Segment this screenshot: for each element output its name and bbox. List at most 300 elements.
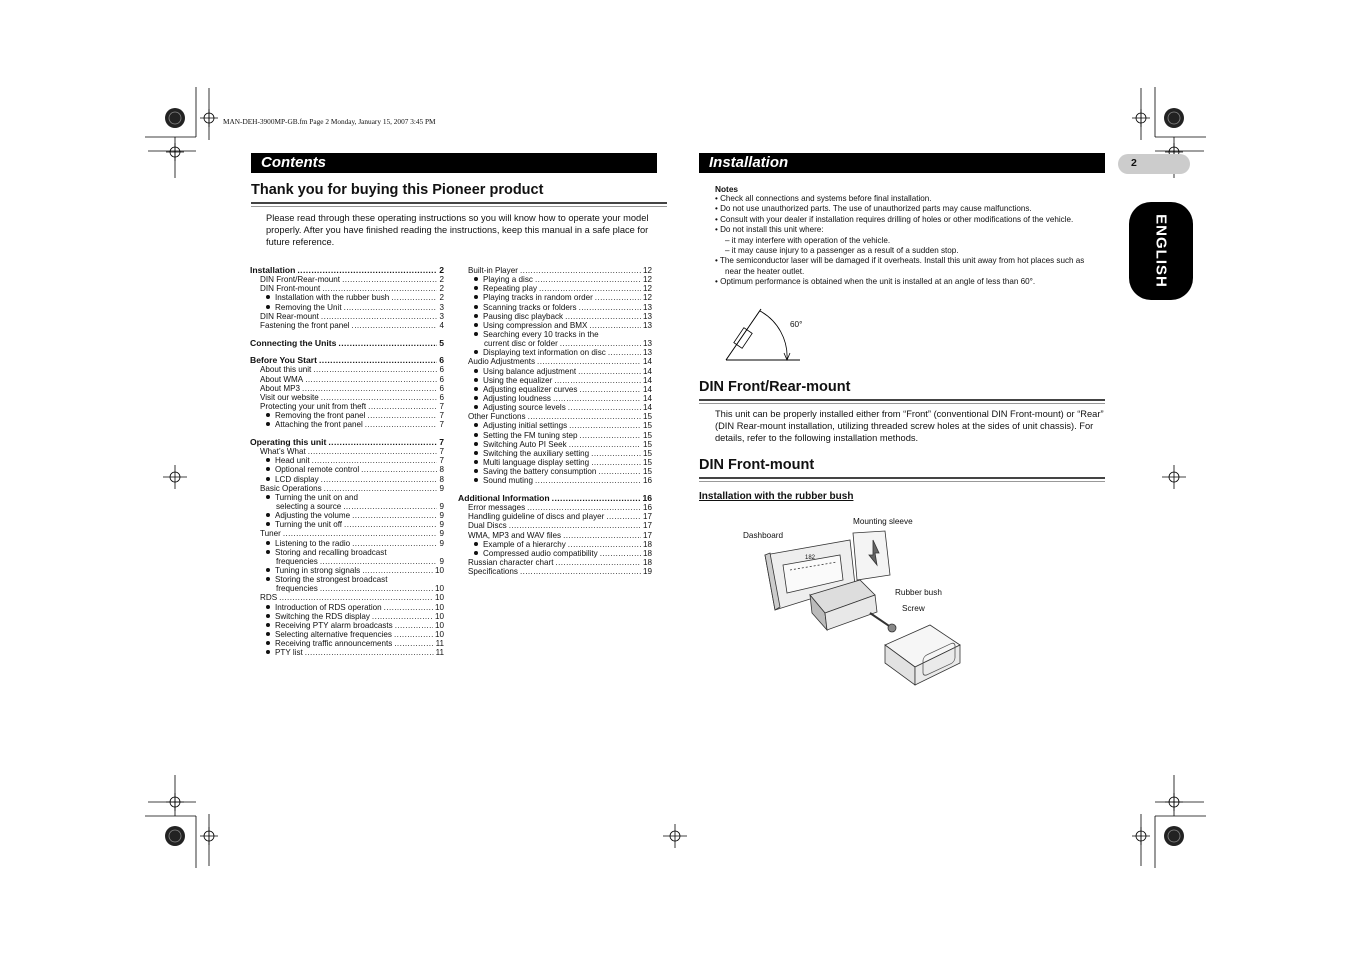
toc-entry-page: 12	[642, 284, 652, 294]
toc-column-2	[458, 266, 652, 576]
toc-entry-label: Setting the FM tuning step	[483, 430, 578, 440]
toc-entry	[458, 549, 652, 558]
toc-entry	[250, 375, 444, 384]
leader-dots	[535, 275, 641, 284]
toc-entry-page: 14	[642, 375, 652, 385]
leader-dots	[391, 293, 437, 302]
toc-entry	[250, 321, 444, 330]
toc-entry	[458, 503, 652, 512]
toc-entry	[458, 512, 652, 521]
toc-entry-label: Visit our website	[260, 392, 319, 402]
toc-entry-page: 6	[439, 374, 444, 384]
toc-entry-label: Scanning tracks or folders	[483, 302, 577, 312]
toc-entry	[458, 284, 652, 293]
toc-entry-label: selecting a source	[276, 502, 342, 511]
bullet-icon	[474, 551, 478, 555]
toc-entry-label: Connecting the Units	[250, 337, 337, 348]
bullet-icon	[474, 451, 478, 455]
note-item: • Do not use unauthorized parts. The use of unauthorized parts may cause malfunctions.	[715, 204, 1032, 214]
toc-entry-label: Error messages	[468, 503, 526, 513]
toc-entry-label: Adjusting the volume	[275, 511, 351, 521]
leader-dots	[568, 540, 641, 549]
toc-entry-label: Receiving PTY alarm broadcasts	[275, 620, 393, 630]
toc-entry-label: Using compression and BMX	[483, 320, 588, 330]
toc-entry-page: 7	[439, 411, 444, 421]
leader-dots	[305, 648, 434, 657]
leader-dots	[579, 431, 641, 440]
toc-entry-page: 7	[439, 456, 444, 466]
toc-entry-label: Before You Start	[250, 355, 318, 366]
bullet-icon	[474, 369, 478, 373]
toc-entry	[250, 339, 444, 348]
bullet-icon	[474, 314, 478, 318]
toc-entry-page: 11	[435, 639, 444, 649]
toc-entry-label: Compressed audio compatibility	[483, 548, 598, 558]
toc-entry-page: 16	[642, 503, 652, 513]
bullet-icon	[266, 413, 270, 417]
toc-entry	[250, 584, 444, 593]
toc-entry-label: Introduction of RDS operation	[275, 602, 382, 612]
toc-entry-label: Specifications	[468, 567, 518, 577]
toc-entry	[458, 458, 652, 467]
bullet-icon	[474, 460, 478, 464]
toc-entry	[250, 621, 444, 630]
bullet-icon	[474, 433, 478, 437]
toc-entry	[458, 266, 652, 275]
toc-entry-label: Example of a hierarchy	[483, 539, 566, 549]
bullet-icon	[266, 422, 270, 426]
bullet-icon	[474, 305, 478, 309]
toc-entry-page: 9	[439, 502, 444, 511]
toc-entry-page: 2	[439, 264, 444, 275]
bullet-icon	[266, 641, 270, 645]
toc-entry-label: Built-in Player	[468, 265, 518, 275]
toc-entry	[458, 558, 652, 567]
toc-entry-label: RDS	[260, 593, 278, 603]
toc-entry-label: Storing and recalling broadcast	[275, 547, 387, 557]
toc-entry-label: Pausing disc playback	[483, 311, 564, 321]
toc-entry-page: 7	[439, 447, 444, 457]
toc-entry	[250, 356, 444, 365]
bullet-icon	[266, 495, 270, 499]
page-number: 2	[1131, 157, 1137, 169]
bullet-icon	[266, 568, 270, 572]
toc-entry-page: 15	[642, 457, 652, 467]
toc-entry-page: 18	[642, 548, 652, 558]
toc-entry	[458, 440, 652, 449]
leader-dots	[352, 321, 438, 330]
toc-entry-label: Adjusting loudness	[483, 393, 551, 403]
toc-entry-label: Switching the RDS display	[275, 611, 370, 621]
leader-dots	[539, 284, 641, 293]
toc-entry-page: 4	[439, 320, 444, 330]
bullet-icon	[266, 541, 270, 545]
leader-dots	[394, 630, 433, 639]
toc-entry	[250, 475, 444, 484]
toc-entry-label: Adjusting equalizer curves	[483, 384, 578, 394]
heading-subrule	[251, 206, 667, 207]
toc-entry-page: 14	[642, 393, 652, 403]
angle-label: 60°	[790, 320, 803, 329]
toc-entry	[250, 384, 444, 393]
leader-dots	[342, 275, 437, 284]
toc-entry-page: 6	[439, 355, 444, 366]
bullet-icon	[266, 305, 270, 309]
leader-dots	[569, 440, 641, 449]
leader-dots	[321, 393, 438, 402]
toc-entry-label: Listening to the radio	[275, 538, 351, 548]
toc-entry	[250, 529, 444, 538]
toc-entry	[250, 648, 444, 657]
leader-dots	[322, 284, 437, 293]
toc-entry-label: Saving the battery consumption	[483, 467, 597, 477]
leader-dots	[509, 521, 641, 530]
toc-entry	[458, 367, 652, 376]
toc-entry	[250, 465, 444, 474]
leader-dots	[553, 394, 641, 403]
toc-entry-label: Using the equalizer	[483, 375, 553, 385]
toc-entry-page: 14	[642, 357, 652, 367]
toc-entry-label: WMA, MP3 and WAV files	[468, 530, 562, 540]
bullet-icon	[266, 650, 270, 654]
leader-dots	[367, 411, 437, 420]
toc-entry	[458, 303, 652, 312]
toc-entry	[250, 575, 444, 584]
intro-paragraph: Please read through these operating instructions so you will know how to operate your model properly. After you have finished reading the instructions, keep this manual in a safe place for future reference.	[266, 213, 649, 248]
bullet-icon	[474, 469, 478, 473]
bullet-icon	[266, 295, 270, 299]
toc-entry-page: 15	[642, 421, 652, 431]
toc-entry-label: Selecting alternative frequencies	[275, 629, 392, 639]
toc-entry-page: 17	[642, 530, 652, 540]
toc-entry	[250, 438, 444, 447]
toc-entry	[250, 275, 444, 284]
note-item: • Consult with your dealer if installation requires drilling of holes or other modifications of the vehicle.	[715, 214, 1074, 224]
note-item: • The semiconductor laser will be damaged if it overheats. Install this unit away from hot places such as near the heater outlet.	[715, 256, 1085, 276]
leader-dots	[565, 312, 641, 321]
leader-dots	[520, 567, 641, 576]
leader-dots	[344, 520, 437, 529]
label-dimension: 182	[805, 555, 816, 561]
toc-entry	[458, 357, 652, 366]
bullet-icon	[266, 577, 270, 581]
leader-dots	[368, 402, 437, 411]
leader-dots	[343, 502, 437, 511]
bullet-icon	[474, 542, 478, 546]
toc-entry-page: 6	[439, 383, 444, 393]
toc-entry	[250, 456, 444, 465]
toc-entry-label: Tuning in strong signals	[275, 565, 361, 575]
leader-dots	[520, 266, 641, 275]
toc-entry-page: 2	[439, 284, 444, 294]
heading2-rule	[699, 477, 1105, 479]
leader-dots	[595, 293, 641, 302]
toc-entry-page: 6	[439, 392, 444, 402]
notes-list	[715, 194, 1090, 288]
leader-dots	[338, 339, 437, 348]
toc-entry-label: About MP3	[260, 383, 301, 393]
toc-entry-page: 18	[642, 557, 652, 567]
toc-entry	[250, 365, 444, 374]
toc-entry-label: Operating this unit	[250, 437, 327, 448]
leader-dots	[598, 467, 641, 476]
toc-entry	[250, 630, 444, 639]
toc-entry-page: 3	[439, 311, 444, 321]
note-item: • Optimum performance is obtained when the unit is installed at an angle of less than 60°.	[715, 277, 1036, 287]
toc-entry-label: Optional remote control	[275, 465, 360, 475]
toc-entry	[458, 476, 652, 485]
bullet-icon	[474, 387, 478, 391]
leader-dots	[395, 621, 433, 630]
installation-bar: Installation	[699, 153, 1105, 173]
leader-dots	[365, 420, 438, 429]
bullet-icon	[266, 458, 270, 462]
bullet-icon	[474, 295, 478, 299]
toc-entry	[458, 531, 652, 540]
file-info: MAN-DEH-3900MP-GB.fm Page 2 Monday, January 15, 2007 3:45 PM	[223, 117, 436, 126]
toc-entry-page: 16	[642, 492, 652, 503]
toc-entry-page: 8	[439, 474, 444, 484]
leader-dots	[321, 312, 438, 321]
bullet-icon	[266, 632, 270, 636]
leader-dots	[344, 303, 438, 312]
toc-entry-label: LCD display	[275, 474, 319, 484]
toc-entry-page: 18	[642, 539, 652, 549]
toc-entry	[250, 393, 444, 402]
toc-entry	[250, 566, 444, 575]
leader-dots	[579, 303, 641, 312]
heading1-subrule	[699, 403, 1105, 404]
bullet-icon	[266, 522, 270, 526]
toc-entry-page: 7	[439, 420, 444, 430]
leader-dots	[560, 339, 641, 348]
toc-entry-page: 10	[434, 593, 444, 603]
bullet-icon	[266, 614, 270, 618]
toc-entry-label: Displaying text information on disc	[483, 348, 606, 358]
toc-entry-page: 13	[642, 320, 652, 330]
toc-entry-label: Basic Operations	[260, 483, 322, 493]
toc-entry-page: 15	[642, 430, 652, 440]
toc-entry-label: PTY list	[275, 648, 303, 658]
leader-dots	[308, 447, 438, 456]
toc-entry	[458, 467, 652, 476]
toc-entry	[458, 293, 652, 302]
toc-entry-page: 10	[434, 629, 444, 639]
note-item: • Do not install this unit where:	[715, 225, 824, 235]
rubber-bush-subheading: Installation with the rubber bush	[699, 491, 854, 502]
note-subitem: – it may cause injury to a passenger as a result of a sudden stop.	[725, 246, 959, 256]
toc-entry-page: 9	[439, 483, 444, 493]
toc-entry-page: 15	[642, 439, 652, 449]
toc-entry	[458, 431, 652, 440]
din-front-rear-heading: DIN Front/Rear-mount	[699, 379, 851, 395]
toc-entry-page: 10	[434, 584, 444, 594]
toc-entry-label: Playing tracks in random order	[483, 293, 593, 303]
leader-dots	[320, 584, 433, 593]
leader-dots	[321, 475, 438, 484]
toc-entry	[458, 567, 652, 576]
toc-entry	[250, 420, 444, 429]
toc-entry-label: Adjusting initial settings	[483, 421, 568, 431]
leader-dots	[528, 412, 641, 421]
toc-entry-page: 15	[642, 412, 652, 422]
toc-entry-label: About this unit	[260, 365, 312, 375]
leader-dots	[372, 612, 433, 621]
toc-entry-label: Sound muting	[483, 476, 533, 486]
toc-entry-label: Installation with the rubber bush	[275, 293, 390, 303]
toc-entry	[458, 321, 652, 330]
toc-entry	[250, 557, 444, 566]
toc-entry	[250, 548, 444, 557]
toc-entry-label: Tuner	[260, 529, 281, 539]
leader-dots	[279, 593, 433, 602]
toc-entry-page: 9	[439, 511, 444, 521]
toc-entry-label: Protecting your unit from theft	[260, 402, 367, 411]
toc-entry-page: 5	[439, 337, 444, 348]
toc-entry-label: Handling guideline of discs and player	[468, 512, 605, 522]
leader-dots	[554, 376, 641, 385]
toc-entry-page: 13	[642, 311, 652, 321]
toc-entry	[458, 412, 652, 421]
label-mounting-sleeve: Mounting sleeve	[853, 517, 913, 526]
leader-dots	[312, 456, 438, 465]
leader-dots	[537, 357, 641, 366]
toc-entry-page: 3	[439, 302, 444, 312]
toc-entry-label: Playing a disc	[483, 275, 533, 285]
bullet-icon	[266, 477, 270, 481]
installation-illustration	[755, 525, 985, 695]
toc-entry-page: 10	[434, 611, 444, 621]
toc-entry	[458, 403, 652, 412]
toc-entry	[250, 493, 444, 502]
toc-entry-page: 11	[435, 648, 444, 658]
toc-entry-label: frequencies	[276, 556, 318, 566]
toc-entry-label: Repeating play	[483, 284, 537, 294]
toc-entry-page: 19	[642, 567, 652, 577]
bullet-icon	[266, 605, 270, 609]
toc-entry-page: 14	[642, 366, 652, 376]
heading1-rule	[699, 399, 1105, 401]
bullet-icon	[474, 277, 478, 281]
toc-entry-label: Turning the unit off	[275, 520, 343, 530]
bullet-icon	[266, 623, 270, 627]
bullet-icon	[474, 478, 478, 482]
note-subitem: – it may interfere with operation of the vehicle.	[725, 235, 891, 245]
toc-entry	[458, 394, 652, 403]
toc-entry-page: 9	[439, 529, 444, 539]
toc-entry	[250, 539, 444, 548]
toc-entry-page: 2	[439, 293, 444, 303]
toc-entry	[250, 593, 444, 602]
toc-entry-label: frequencies	[276, 584, 318, 594]
toc-entry-label: Installation	[250, 264, 296, 275]
toc-entry-label: About WMA	[260, 374, 304, 384]
leader-dots	[591, 458, 641, 467]
leader-dots	[563, 531, 641, 540]
toc-entry	[250, 612, 444, 621]
leader-dots	[608, 348, 641, 357]
toc-entry-page: 17	[642, 512, 652, 522]
leader-dots	[297, 266, 437, 275]
toc-entry	[458, 494, 652, 503]
toc-entry-page: 10	[434, 602, 444, 612]
toc-entry-page: 9	[439, 538, 444, 548]
toc-entry-label: current disc or folder	[484, 339, 558, 349]
leader-dots	[319, 356, 437, 365]
toc-entry	[458, 385, 652, 394]
toc-entry	[458, 339, 652, 348]
toc-entry-label: DIN Rear-mount	[260, 311, 319, 321]
toc-entry-label: DIN Front/Rear-mount	[260, 275, 341, 285]
toc-entry-label: Receiving traffic announcements	[275, 639, 393, 649]
toc-entry-label: Russian character chart	[468, 557, 554, 567]
toc-entry	[458, 348, 652, 357]
toc-entry-page: 13	[642, 348, 652, 358]
bullet-icon	[266, 513, 270, 517]
page-number-pill	[1118, 154, 1190, 174]
note-item: • Check all connections and systems before final installation.	[715, 194, 932, 203]
leader-dots	[362, 566, 433, 575]
toc-entry	[458, 421, 652, 430]
toc-entry-page: 2	[439, 275, 444, 285]
toc-entry	[458, 275, 652, 284]
toc-entry-label: Other Functions	[468, 412, 526, 422]
toc-entry-label: Adjusting source levels	[483, 403, 566, 413]
toc-entry-page: 16	[642, 476, 652, 486]
toc-entry-label: Attaching the front panel	[275, 420, 363, 430]
toc-entry	[250, 411, 444, 420]
toc-entry-page: 10	[434, 565, 444, 575]
toc-entry	[250, 603, 444, 612]
toc-entry-page: 12	[642, 293, 652, 303]
din-paragraph: This unit can be properly installed either from “Front” (conventional DIN Front-mount) or “Rear” (DIN Rear-mount installation, utilizing threaded screw holes at the sides of unit chassis). For details, refer to the following installation methods.	[715, 409, 1104, 444]
bullet-icon	[266, 550, 270, 554]
toc-column-1	[250, 266, 444, 657]
leader-dots	[589, 321, 641, 330]
toc-entry	[250, 402, 444, 411]
toc-entry	[458, 330, 652, 339]
leader-dots	[302, 384, 437, 393]
leader-dots	[328, 438, 437, 447]
leader-dots	[361, 465, 437, 474]
toc-entry-label: Searching every 10 tracks in the	[483, 329, 599, 339]
leader-dots	[313, 365, 437, 374]
leader-dots	[555, 558, 641, 567]
bullet-icon	[474, 405, 478, 409]
toc-entry-label: Switching Auto PI Seek	[483, 439, 567, 449]
leader-dots	[568, 403, 641, 412]
toc-entry	[458, 521, 652, 530]
leader-dots	[606, 512, 641, 521]
toc-entry-page: 15	[642, 467, 652, 477]
bullet-icon	[266, 467, 270, 471]
toc-entry-label: DIN Front-mount	[260, 284, 321, 294]
toc-entry	[250, 293, 444, 302]
toc-entry-page: 14	[642, 384, 652, 394]
leader-dots	[569, 421, 641, 430]
toc-entry-page: 15	[642, 448, 652, 458]
toc-entry-label: Head unit	[275, 456, 310, 466]
label-dashboard: Dashboard	[743, 531, 784, 540]
leader-dots	[384, 603, 433, 612]
label-rubber-bush: Rubber bush	[895, 588, 942, 597]
angle-diagram	[724, 303, 804, 363]
toc-entry	[458, 312, 652, 321]
toc-entry-page: 7	[439, 437, 444, 448]
bullet-icon	[474, 423, 478, 427]
label-screw: Screw	[902, 604, 925, 613]
bullet-icon	[474, 332, 478, 336]
